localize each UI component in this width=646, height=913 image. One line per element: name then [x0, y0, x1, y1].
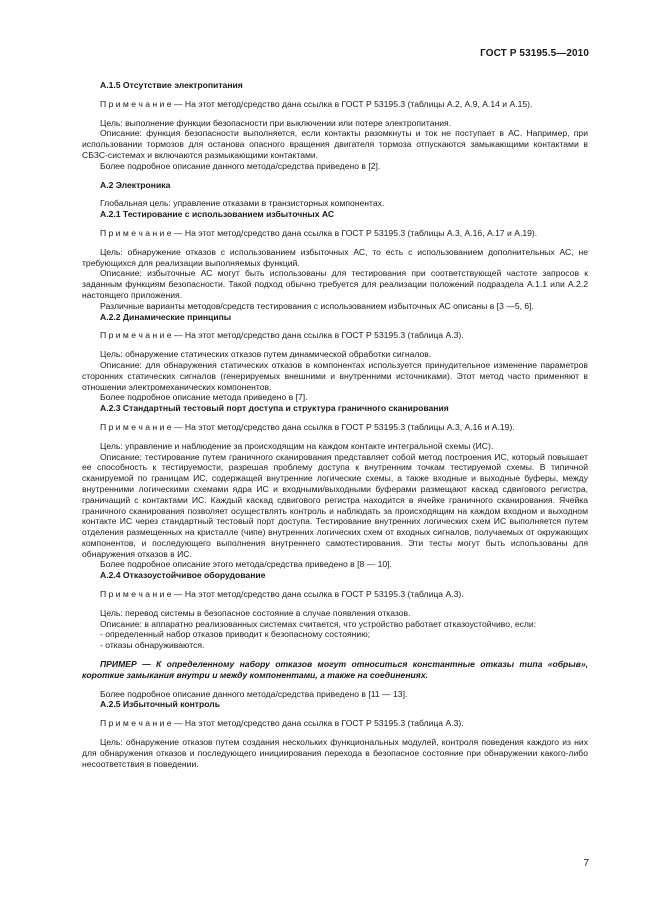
- body-paragraph: Цель: обнаружение отказов с использованием избыточных АС, то есть с использованием дополнительных АС, не требующихся для реализации выполняемых функций.: [82, 246, 588, 268]
- body-paragraph: - отказы обнаруживаются.: [100, 640, 205, 651]
- body-paragraph: Описание: тестирование путем граничного сканирования представляет собой метод построения ИС, который повышает ее способность к тестируемости, разрешая проблему доступа к внутренним точкам тестируемой схемы. В типичной сканируемой по границам ИС, содержащей внутренние логические схемы, а также входные и выходные буферы, между внутренними логическими схемами ядра ИС и входными/выходными буферами размещают каскад сдвигового регистра, граничащий с контактами ИС. Каждый каскад сдвигового регистра находится в ячейке граничного сканирования. Ячейка граничного сканирования позволяет осуществлять контроль и наблюдать за происходящим на каждом входном и выходном контакте ИС через стандартный тестовый порт доступа. Тестирование внутренних логических схем ИС выполняется путем отделения размещенных на кристалле (чипе) внутренних логических схем от входных сигналов, получаемых от окружающих компонентов, и последующего выполнения внутреннего самотестирования. Эти тесты могут быть использованы для обнаружения отказов в ИС.: [82, 451, 588, 559]
- example-paragraph: ПРИМЕР — К определенному набору отказов могут относиться константные отказы типа «обрыв», короткие замыкания внутри и между компонентами, а также на соединениях.: [82, 659, 588, 680]
- body-paragraph: Различные варианты методов/средств тестирования с использованием избыточных АС описаны в [3 —5, 6].: [100, 300, 534, 311]
- page-number: 7: [583, 858, 589, 869]
- body-paragraph: Более подробное описание этого метода/средства приведено в [8 — 10].: [100, 559, 392, 570]
- section-heading: А.1.5 Отсутствие электропитания: [100, 80, 243, 90]
- body-paragraph: Более подробное описание данного метода/средства приведено в [11 — 13].: [100, 688, 408, 699]
- body-paragraph: Цель: обнаружение статических отказов путем динамической обработки сигналов.: [100, 349, 432, 360]
- body-paragraph: П р и м е ч а н и е — На этот метод/средство дана ссылка в ГОСТ Р 53195.3 (таблицы А.3, А.16 и А.19).: [100, 421, 515, 432]
- body-paragraph: - определенный набор отказов приводит к безопасному состоянию;: [100, 629, 371, 640]
- body-paragraph: П р и м е ч а н и е — На этот метод/средство дана ссылка в ГОСТ Р 53195.3 (таблицы А.2, А.9, А.14 и А.15).: [100, 98, 533, 109]
- body-paragraph: Более подробное описание метода приведено в [7].: [100, 392, 308, 403]
- section-heading: А.2.1 Тестирование с использованием избыточных АС: [100, 209, 335, 220]
- section-heading: А.2.3 Стандартный тестовый порт доступа и структура граничного сканирования: [100, 403, 449, 414]
- body-paragraph: Цель: выполнение функции безопасности при выключении или потере электропитания.: [100, 117, 452, 128]
- document-body: [82, 80, 588, 769]
- body-paragraph: Более подробное описание данного метода/средства приведено в [2].: [100, 160, 381, 171]
- body-paragraph: Описание: для обнаружения статических отказов в компонентах используется принудительное изменение параметров сторонних статических сигналов (генерируемых внешними и внутренними источниками). Этот метод часто применяют в отношении электромеханических компонентов.: [82, 359, 588, 392]
- body-paragraph: П р и м е ч а н и е — На этот метод/средство дана ссылка в ГОСТ Р 53195.3 (таблица А.3).: [100, 330, 464, 341]
- section-heading: А.2 Электроника: [100, 179, 171, 190]
- section-heading: А.2.5 Избыточный контроль: [100, 699, 220, 710]
- body-paragraph: П р и м е ч а н и е — На этот метод/средство дана ссылка в ГОСТ Р 53195.3 (таблицы А.3, А.16, А.17 и А.19).: [100, 227, 538, 238]
- body-paragraph: Описание: функция безопасности выполняется, если контакты разомкнуты и ток не поступает в АС. Например, при использовании тормозов для останова опасного вращения двигателя тормоза отпускаются замыкающими контактами в СБЗС-системах и включаются размыкающими контактами.: [82, 128, 588, 160]
- section-heading: А.2.4 Отказоустойчивое оборудование: [100, 570, 266, 581]
- body-paragraph: Цель: обнаружение отказов путем создания нескольких функциональных модулей, контроля поведения каждого из них для обнаружения отказов и последующего инициирования перехода в безопасное состояние при обнаружении какого-либо несоответствия в поведении.: [82, 737, 588, 769]
- body-paragraph: Цель: управление и наблюдение за происходящим на каждом контакте интегральной схемы (ИС).: [100, 440, 494, 451]
- document-standard-header: ГОСТ Р 53195.5—2010: [480, 48, 589, 59]
- body-paragraph: Описание: избыточные АС могут быть использованы для тестирования при соответствующей частоте запросов к заданным функциям безопасности. Такой подход обычно требуется для реализации положений подраздела А.1.1 или А.2.2 настоящего приложения.: [82, 268, 588, 300]
- body-paragraph: Описание: в аппаратно реализованных системах считается, что устройство работает отказоустойчиво, если:: [100, 618, 537, 629]
- body-paragraph: Глобальная цель: управление отказами в транзисторных компонентах.: [100, 198, 385, 209]
- body-paragraph: П р и м е ч а н и е — На этот метод/средство дана ссылка в ГОСТ Р 53195.3 (таблица А.3).: [100, 589, 464, 600]
- body-paragraph: Цель: перевод системы в безопасное состояние в случае появления отказов.: [100, 607, 411, 618]
- body-paragraph: П р и м е ч а н и е — На этот метод/средство дана ссылка в ГОСТ Р 53195.3 (таблица А.3).: [100, 718, 464, 729]
- section-heading: А.2.2 Динамические принципы: [100, 311, 232, 322]
